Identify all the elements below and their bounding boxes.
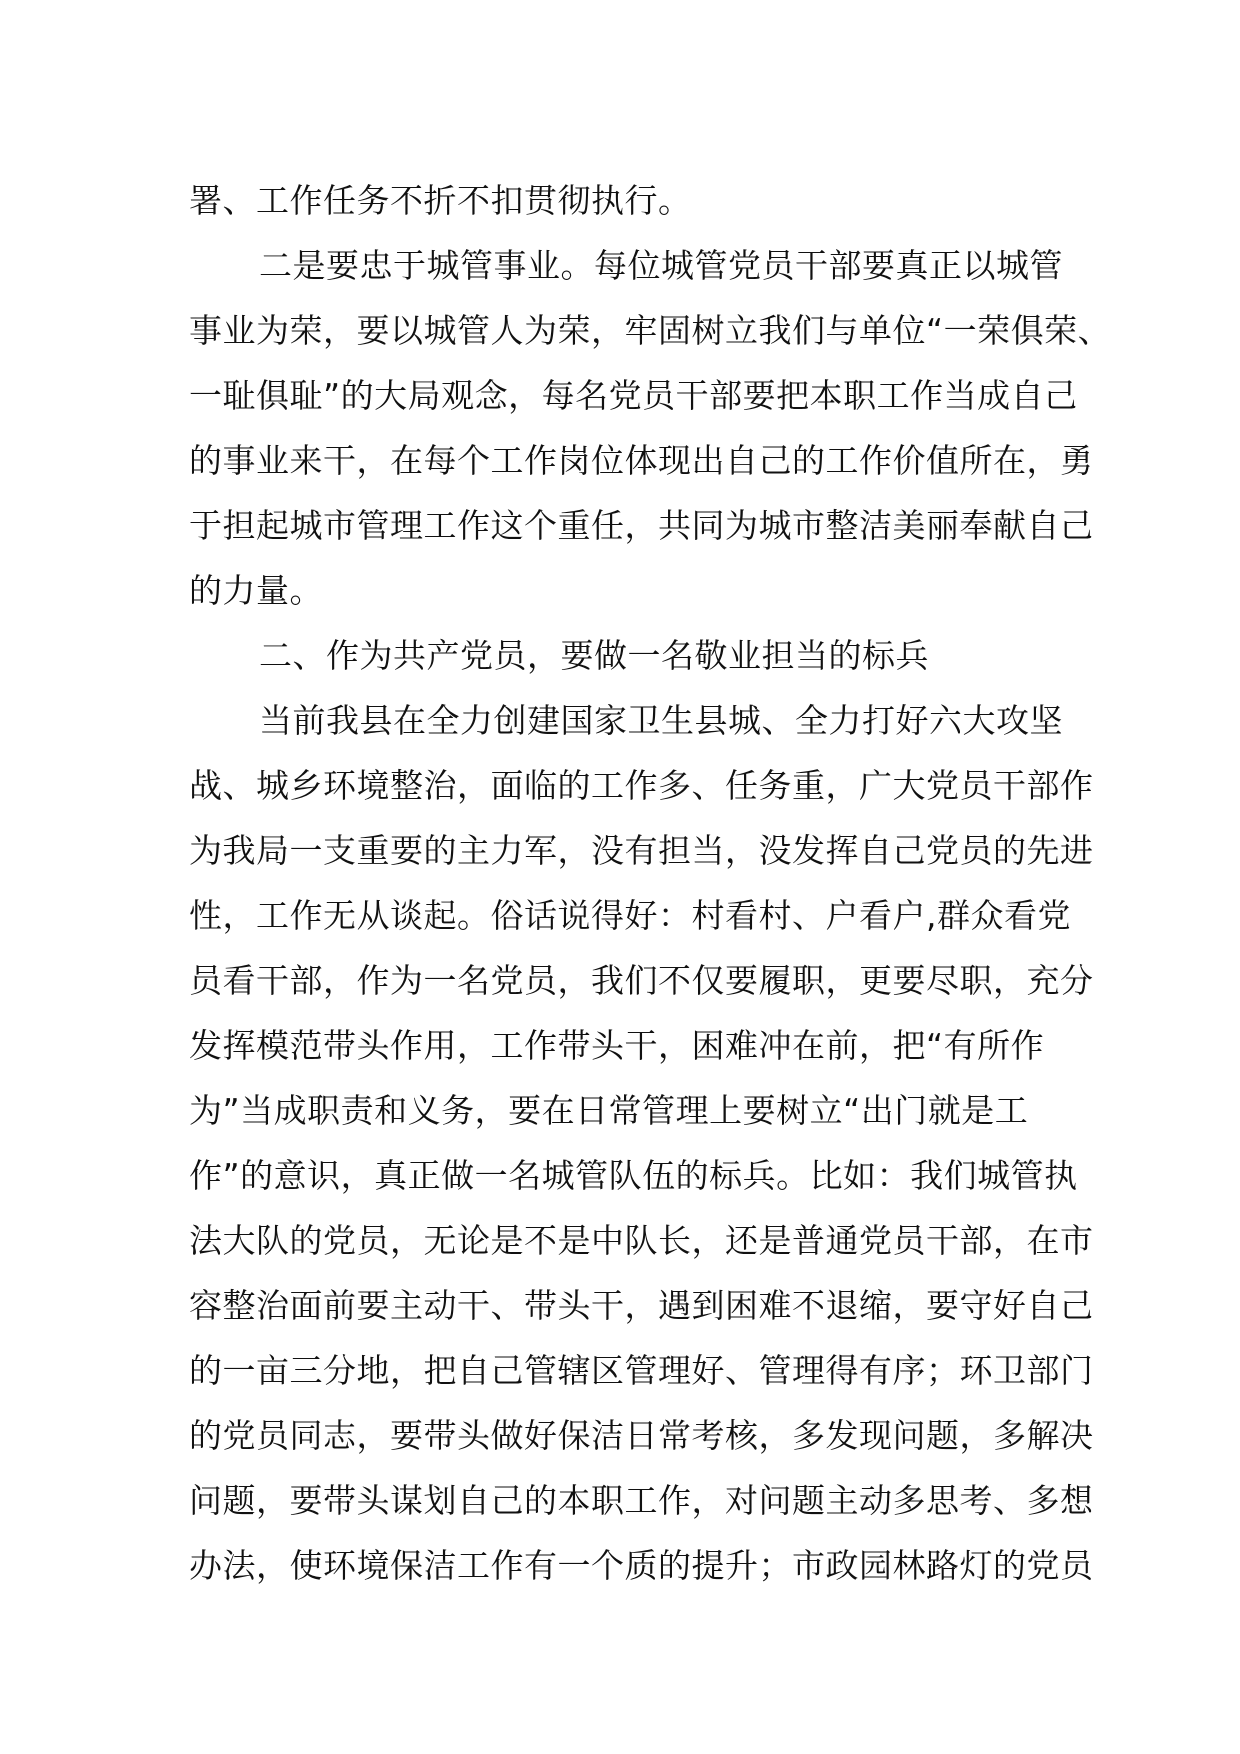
text-line-17: 法大队的党员，无论是不是中队长，还是普通党员干部，在市 [189,1221,1094,1260]
text-line-21: 问题，要带头谋划自己的本职工作，对问题主动多思考、多想 [189,1481,1094,1520]
text-line-1: 署、工作任务不折不扣贯彻执行。 [189,181,692,220]
text-line-19: 的一亩三分地，把自己管辖区管理好、管理得有序；环卫部门 [189,1351,1094,1390]
text-line-22: 办法，使环境保洁工作有一个质的提升；市政园林路灯的党员 [189,1546,1094,1585]
text-line-13: 员看干部，作为一名党员，我们不仅要履职，更要尽职，充分 [189,961,1094,1000]
text-line-3: 事业为荣，要以城管人为荣，牢固树立我们与单位“一荣俱荣、 [189,311,1112,350]
text-line-11: 为我局一支重要的主力军，没有担当，没发挥自己党员的先进 [189,831,1094,870]
section-heading: 二、作为共产党员，要做一名敬业担当的标兵 [259,636,929,675]
text-line-6: 于担起城市管理工作这个重任，共同为城市整洁美丽奉献自己 [189,506,1094,545]
text-line-10: 战、城乡环境整治，面临的工作多、任务重，广大党员干部作 [189,766,1094,805]
text-line-14: 发挥模范带头作用，工作带头干，困难冲在前，把“有所作 [189,1026,1045,1065]
text-line-5: 的事业来干，在每个工作岗位体现出自己的工作价值所在，勇 [189,441,1094,480]
body-text [189,168,1112,1598]
text-line-4: 一耻俱耻”的大局观念，每名党员干部要把本职工作当成自己 [189,376,1078,415]
text-line-15: 为”当成职责和义务，要在日常管理上要树立“出门就是工 [189,1091,1029,1130]
text-line-18: 容整治面前要主动干、带头干，遇到困难不退缩，要守好自己 [189,1286,1094,1325]
text-line-7: 的力量。 [189,571,323,610]
text-line-16: 作”的意识，真正做一名城管队伍的标兵。比如：我们城管执 [189,1156,1078,1195]
text-line-12: 性，工作无从谈起。俗话说得好：村看村、户看户,群众看党 [189,896,1071,935]
text-line-20: 的党员同志，要带头做好保洁日常考核，多发现问题，多解决 [189,1416,1094,1455]
text-line-2: 二是要忠于城管事业。每位城管党员干部要真正以城管 [259,246,1063,285]
text-line-9: 当前我县在全力创建国家卫生县城、全力打好六大攻坚 [259,701,1063,740]
